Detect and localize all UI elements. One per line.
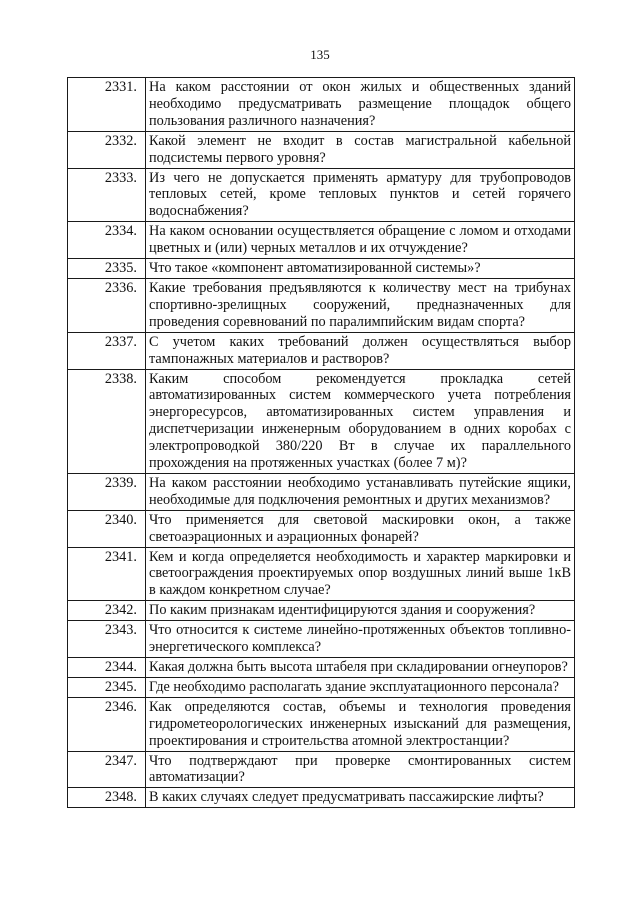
question-row [68, 131, 575, 168]
question-text: Какие требования предъявляются к количеству мест на трибунах спортивно-зрелищных сооружений, предназначенных для проведения соревнований по паралимпийским видам спорта? [146, 278, 575, 332]
question-number: 2344. [68, 658, 146, 678]
question-text: Как определяются состав, объемы и технология проведения гидрометеорологических инженерных изысканий для размещения, проектирования и строительства атомной электростанции? [146, 697, 575, 751]
question-row [68, 222, 575, 259]
question-text: Из чего не допускается применять арматуру для трубопроводов тепловых сетей, кроме тепловых пунктов и сетей горячего водоснабжения? [146, 168, 575, 222]
question-row [68, 259, 575, 279]
question-number: 2346. [68, 697, 146, 751]
question-row [68, 332, 575, 369]
question-row [68, 473, 575, 510]
question-row [68, 697, 575, 751]
question-row [68, 78, 575, 132]
question-number: 2334. [68, 222, 146, 259]
question-text: С учетом каких требований должен осуществляться выбор тампонажных материалов и растворов? [146, 332, 575, 369]
question-text: На каком основании осуществляется обращение с ломом и отходами цветных и (или) черных металлов и их отчуждение? [146, 222, 575, 259]
question-row [68, 168, 575, 222]
question-text: На каком расстоянии необходимо устанавливать путейские ящики, необходимые для подключения ремонтных и других механизмов? [146, 473, 575, 510]
question-number: 2348. [68, 788, 146, 808]
question-number: 2341. [68, 547, 146, 601]
question-number: 2333. [68, 168, 146, 222]
question-text: Что относится к системе линейно-протяженных объектов топливно-энергетического комплекса? [146, 621, 575, 658]
question-text: Что подтверждают при проверке смонтированных систем автоматизации? [146, 751, 575, 788]
question-number: 2342. [68, 601, 146, 621]
question-text: Что такое «компонент автоматизированной системы»? [146, 259, 575, 279]
question-row [68, 677, 575, 697]
question-row [68, 510, 575, 547]
question-number: 2340. [68, 510, 146, 547]
question-number: 2339. [68, 473, 146, 510]
question-text: Какой элемент не входит в состав магистральной кабельной подсистемы первого уровня? [146, 131, 575, 168]
question-text: На каком расстоянии от окон жилых и общественных зданий необходимо предусматривать размещение площадок общего пользования различного назначения? [146, 78, 575, 132]
question-text: В каких случаях следует предусматривать пассажирские лифты? [146, 788, 575, 808]
question-number: 2347. [68, 751, 146, 788]
question-row [68, 601, 575, 621]
question-text: Кем и когда определяется необходимость и характер маркировки и светоограждения проектируемых опор воздушных линий выше 1кВ в каждом конкретном случае? [146, 547, 575, 601]
question-row [68, 788, 575, 808]
question-text: Какая должна быть высота штабеля при складировании огнеупоров? [146, 658, 575, 678]
question-text: Где необходимо располагать здание эксплуатационного персонала? [146, 677, 575, 697]
question-row [68, 621, 575, 658]
question-number: 2332. [68, 131, 146, 168]
questions-table [67, 77, 575, 808]
question-row [68, 547, 575, 601]
question-number: 2343. [68, 621, 146, 658]
question-row [68, 278, 575, 332]
question-row [68, 751, 575, 788]
question-text: По каким признакам идентифицируются здания и сооружения? [146, 601, 575, 621]
question-text: Каким способом рекомендуется прокладка сетей автоматизированных систем коммерческого учета потребления энергоресурсов, автоматизированных систем управления и диспетчеризации инженерным оборудованием в одних коробах с электропроводкой 380/220 Вт в случае их параллельного прохождения на протяженных участках (более 7 м)? [146, 369, 575, 473]
question-number: 2345. [68, 677, 146, 697]
question-row [68, 658, 575, 678]
question-number: 2335. [68, 259, 146, 279]
question-text: Что применяется для световой маскировки окон, а также светоаэрационных и аэрационных фонарей? [146, 510, 575, 547]
questions-table-body [68, 78, 575, 808]
question-number: 2336. [68, 278, 146, 332]
question-number: 2338. [68, 369, 146, 473]
page-number: 135 [310, 47, 330, 62]
question-number: 2331. [68, 78, 146, 132]
question-row [68, 369, 575, 473]
question-number: 2337. [68, 332, 146, 369]
